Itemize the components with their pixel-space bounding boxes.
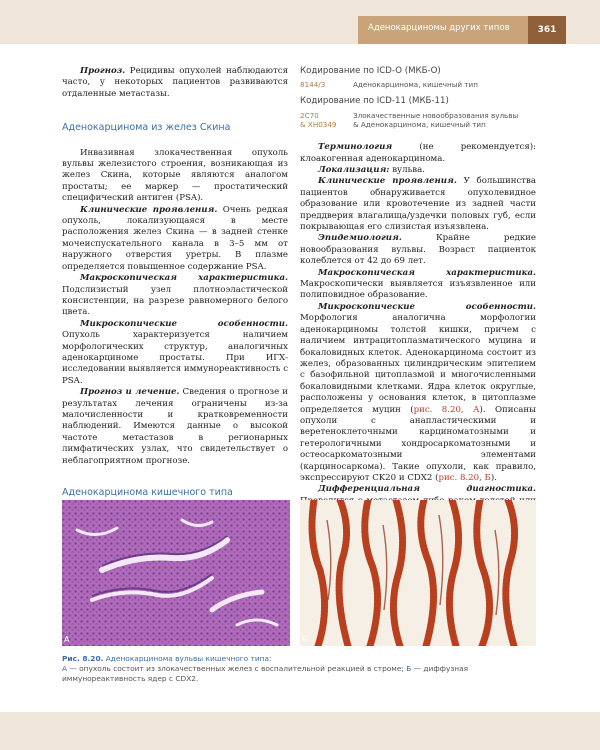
figure-reference-a[interactable]: рис. 8.20, А bbox=[413, 404, 480, 415]
figure-caption: Рис. 8.20. Аденокарцинома вульвы кишечного типа: А — опухоль состоит из злокачественных желез с воспалительной реакцией в строме; Б — диффузная иммунореактивность ядер с CDX2. bbox=[62, 654, 469, 683]
macro-paragraph: Макроскопическая характеристика. Макроскопически выявляется изъязвленное или полиповидное образование. bbox=[300, 267, 536, 301]
skene-prognosis-paragraph: Прогноз и лечение. Сведения о прогнозе и результатах лечения ограничены из-за малочисленности и кратковременности наблюдений. Имеются данные о высокой частоте метастазов в регионарных лимфатических узлах, что свидетельствует о неблагоприятном прогнозе. bbox=[62, 387, 289, 466]
caption-title: Рис. 8.20. bbox=[62, 654, 104, 663]
micro-paragraph: Микроскопические особенности. Морфология аналогична морфологии аденокарциномы толстой кишки, причем с наличием интрацитоплазматического муцина и бокаловидных клеток. Аденокарцинома состоит из желез, образованных цилиндрическим эпителием с базофильной цитоплазмой и многочисленными бокаловидными клетками. Ядра клеток округлые, расположены у основания клеток, в цитоплазме определяется муцин (рис. 8.20, А). Описаны опухоли с анапластическими и веретеноклеточными карциноматозными и гетерологичными хондросаркоматозными и остеосаркоматозными элементами (карциносаркома). Такие опухоли, как правило, экспрессируют CK20 и CDX2 (рис. 8.20, Б). bbox=[300, 301, 536, 483]
terminology-paragraph: Терминология (не рекомендуется): клоакогенная аденокарцинома. bbox=[300, 142, 536, 164]
page-number: 361 bbox=[528, 16, 566, 44]
icd11-code: & XH0349 bbox=[300, 120, 337, 130]
skene-macro-paragraph: Макроскопическая характеристика. Подслизистый узел плотноэластической консистенции, на разрезе равномерного белого цвета. bbox=[62, 273, 288, 318]
footer-bar bbox=[0, 712, 600, 750]
prognosis-paragraph: Прогноз. Рецидивы опухолей наблюдаются часто, у некоторых пациентов развиваются отдаленные метастазы. bbox=[62, 66, 288, 99]
icd11-heading: Кодирование по ICD-11 (МКБ-11) bbox=[300, 96, 449, 107]
section-heading-skene: Аденокарцинома из желез Скина bbox=[62, 122, 231, 134]
icd11-code: 2C70 bbox=[300, 110, 319, 120]
icd11-row bbox=[300, 120, 536, 130]
figure-image-b bbox=[300, 500, 536, 646]
differential-paragraph: Дифференциальная диагностика. bbox=[318, 484, 536, 495]
epidemiology-paragraph: Эпидемиология. Крайне редкие новообразования вульвы. Возраст пациенток колеблется от 42 до 69 лет. bbox=[300, 233, 536, 267]
icd11-desc: & Аденокарцинома, кишечный тип bbox=[353, 120, 486, 130]
figure-reference-b[interactable]: рис. 8.20, Б bbox=[438, 472, 491, 483]
icd11-desc: Злокачественные новообразования вульвы bbox=[353, 110, 519, 120]
icdo-row bbox=[300, 80, 536, 90]
caption-mark-a: А bbox=[62, 664, 68, 673]
figure-label-b: Б bbox=[302, 635, 308, 644]
skene-micro-paragraph: Микроскопические особенности. Опухоль характеризуется наличием морфологических структур, аналогичных аденокарциноме простаты. При ИГХ-исследовании выявляется иммунореактивность с PSA. bbox=[62, 318, 289, 386]
icdo-table bbox=[300, 80, 536, 90]
icd11-table bbox=[300, 111, 536, 131]
section-heading-intestinal: Аденокарцинома кишечного типа bbox=[62, 487, 233, 498]
figure-label-a: А bbox=[64, 635, 70, 644]
skene-intro-paragraph: Инвазивная злокачественная опухоль вульвы железистого строения, возникающая из желез Скина, которые являются аналогом простаты; ее маркер — простатический специфический антиген (PSA). bbox=[62, 147, 288, 204]
localization-paragraph: Локализация: вульва. bbox=[318, 165, 425, 176]
icdo-code: 8144/3 bbox=[300, 80, 326, 90]
skene-clinical-paragraph: Клинические проявления. Очень редкая опухоль, локализующаяся в месте расположения желез Скина — в задней стенке мочеиспускательного канала в 3–5 мм от наружного отверстия уретры. В плазме определяется повышенное содержание PSA. bbox=[62, 204, 289, 272]
icd11-row bbox=[300, 111, 536, 121]
icdo-desc: Аденокарцинома, кишечный тип bbox=[353, 80, 478, 90]
right-column bbox=[300, 66, 536, 519]
left-column bbox=[62, 66, 288, 545]
figure-image-a bbox=[62, 500, 290, 646]
running-header-title: Аденокарциномы других типов bbox=[368, 23, 510, 33]
icdo-heading: Кодирование по ICD-O (МКБ-О) bbox=[300, 66, 441, 76]
caption-mark-b: Б bbox=[406, 664, 412, 673]
clinical-paragraph: Клинические проявления. У большинства пациентов обнаруживается опухолевидное образование или кровотечение из задней части преддверия влагалища/уздечки половых губ, если покрывающая его слизистая изъязвлена. bbox=[300, 176, 536, 233]
